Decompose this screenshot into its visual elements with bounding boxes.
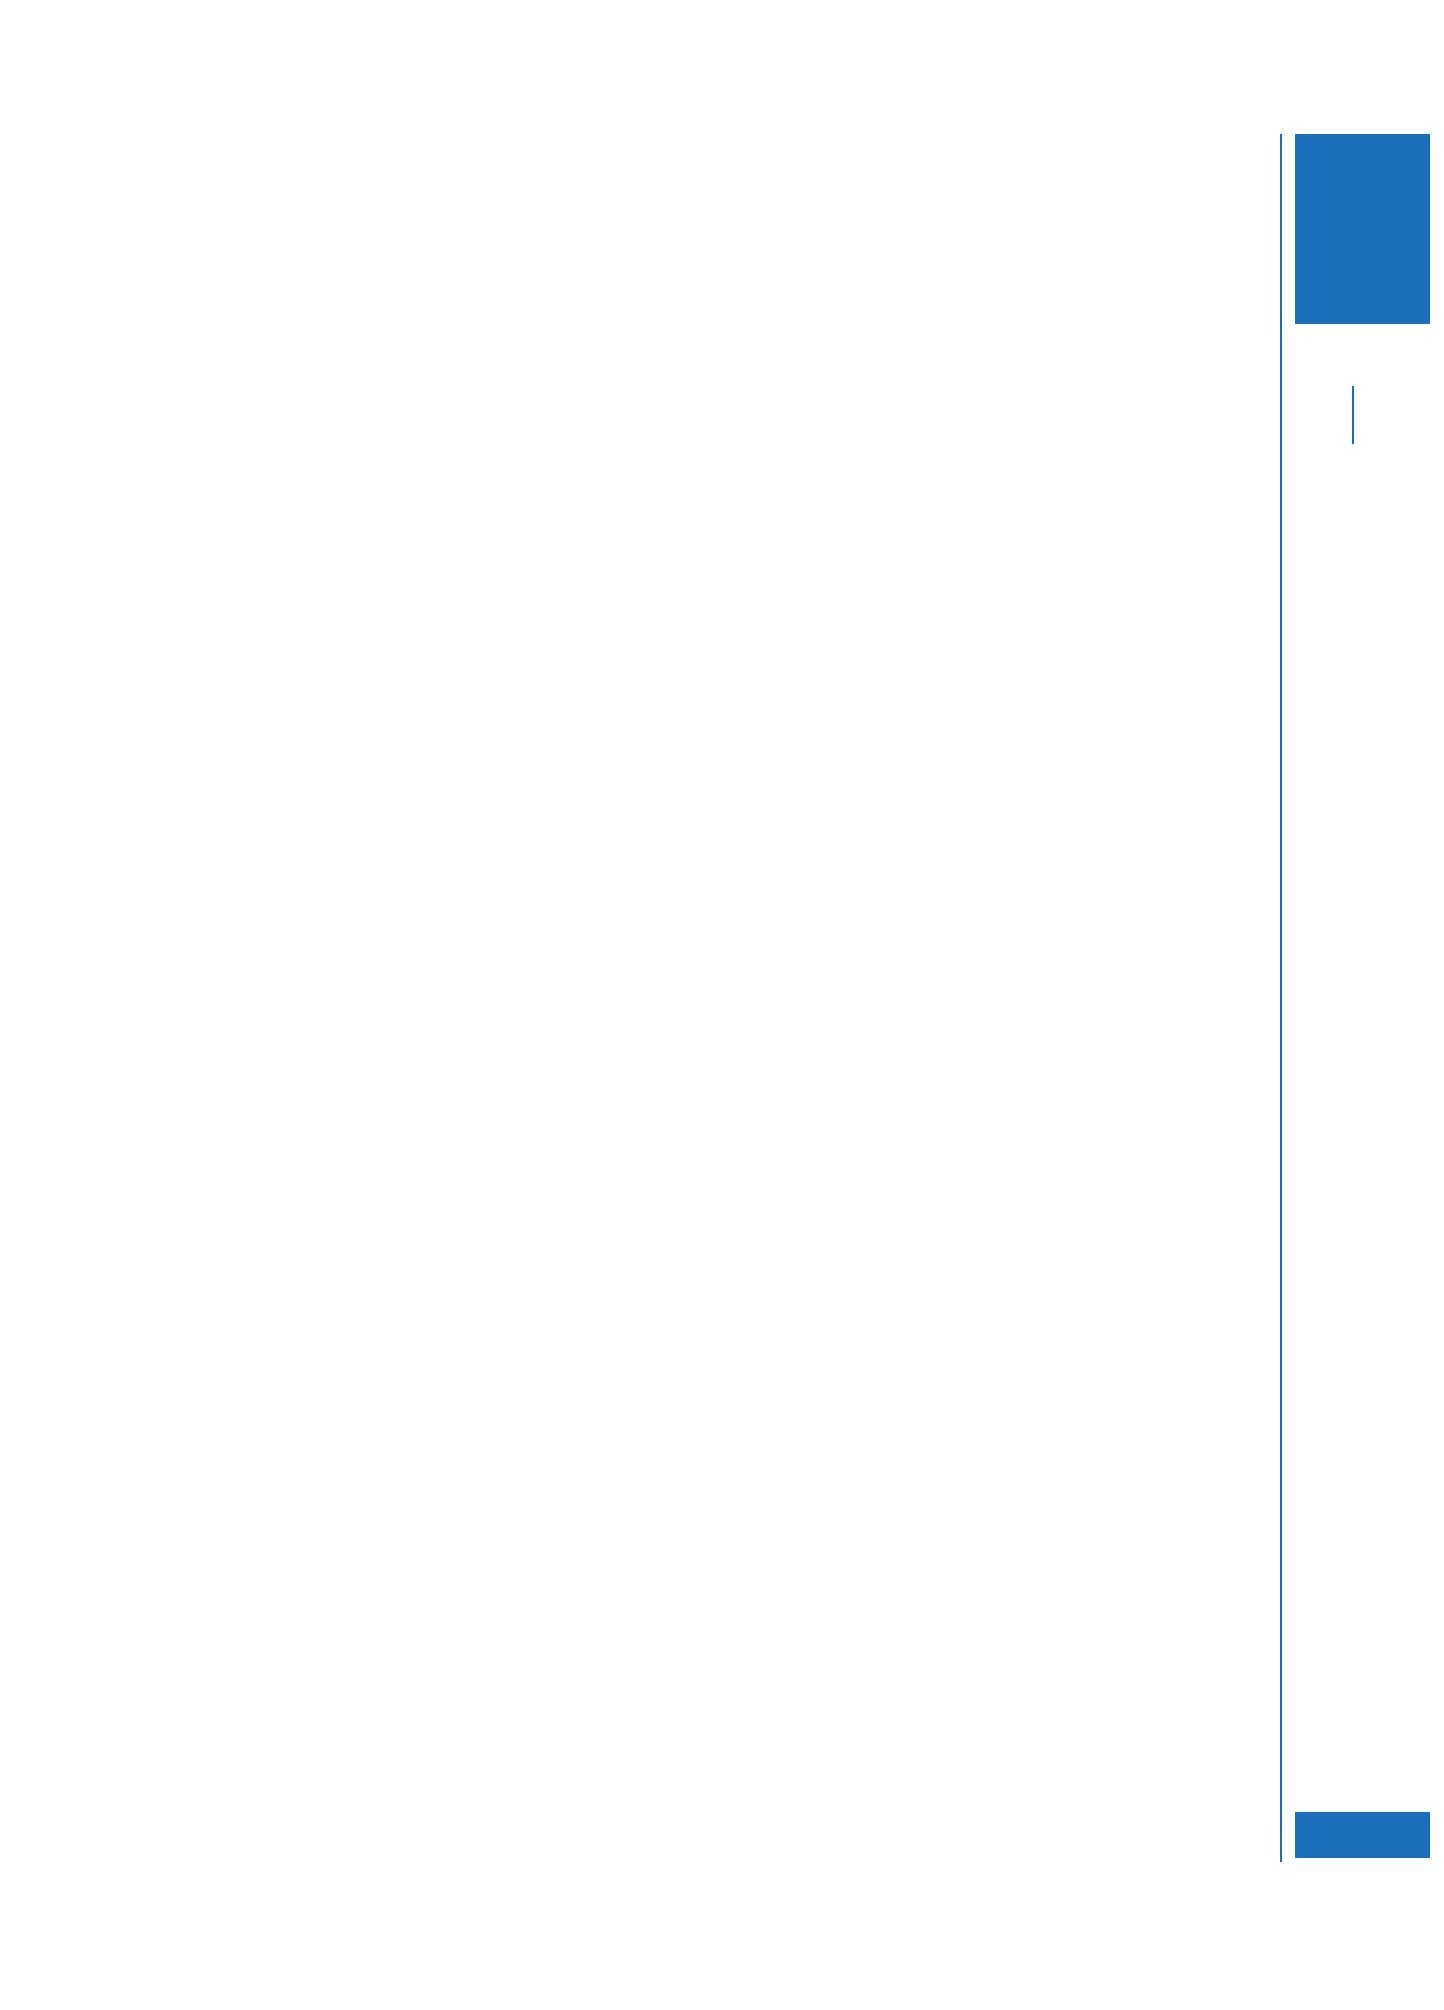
- page-number: [1295, 1812, 1430, 1858]
